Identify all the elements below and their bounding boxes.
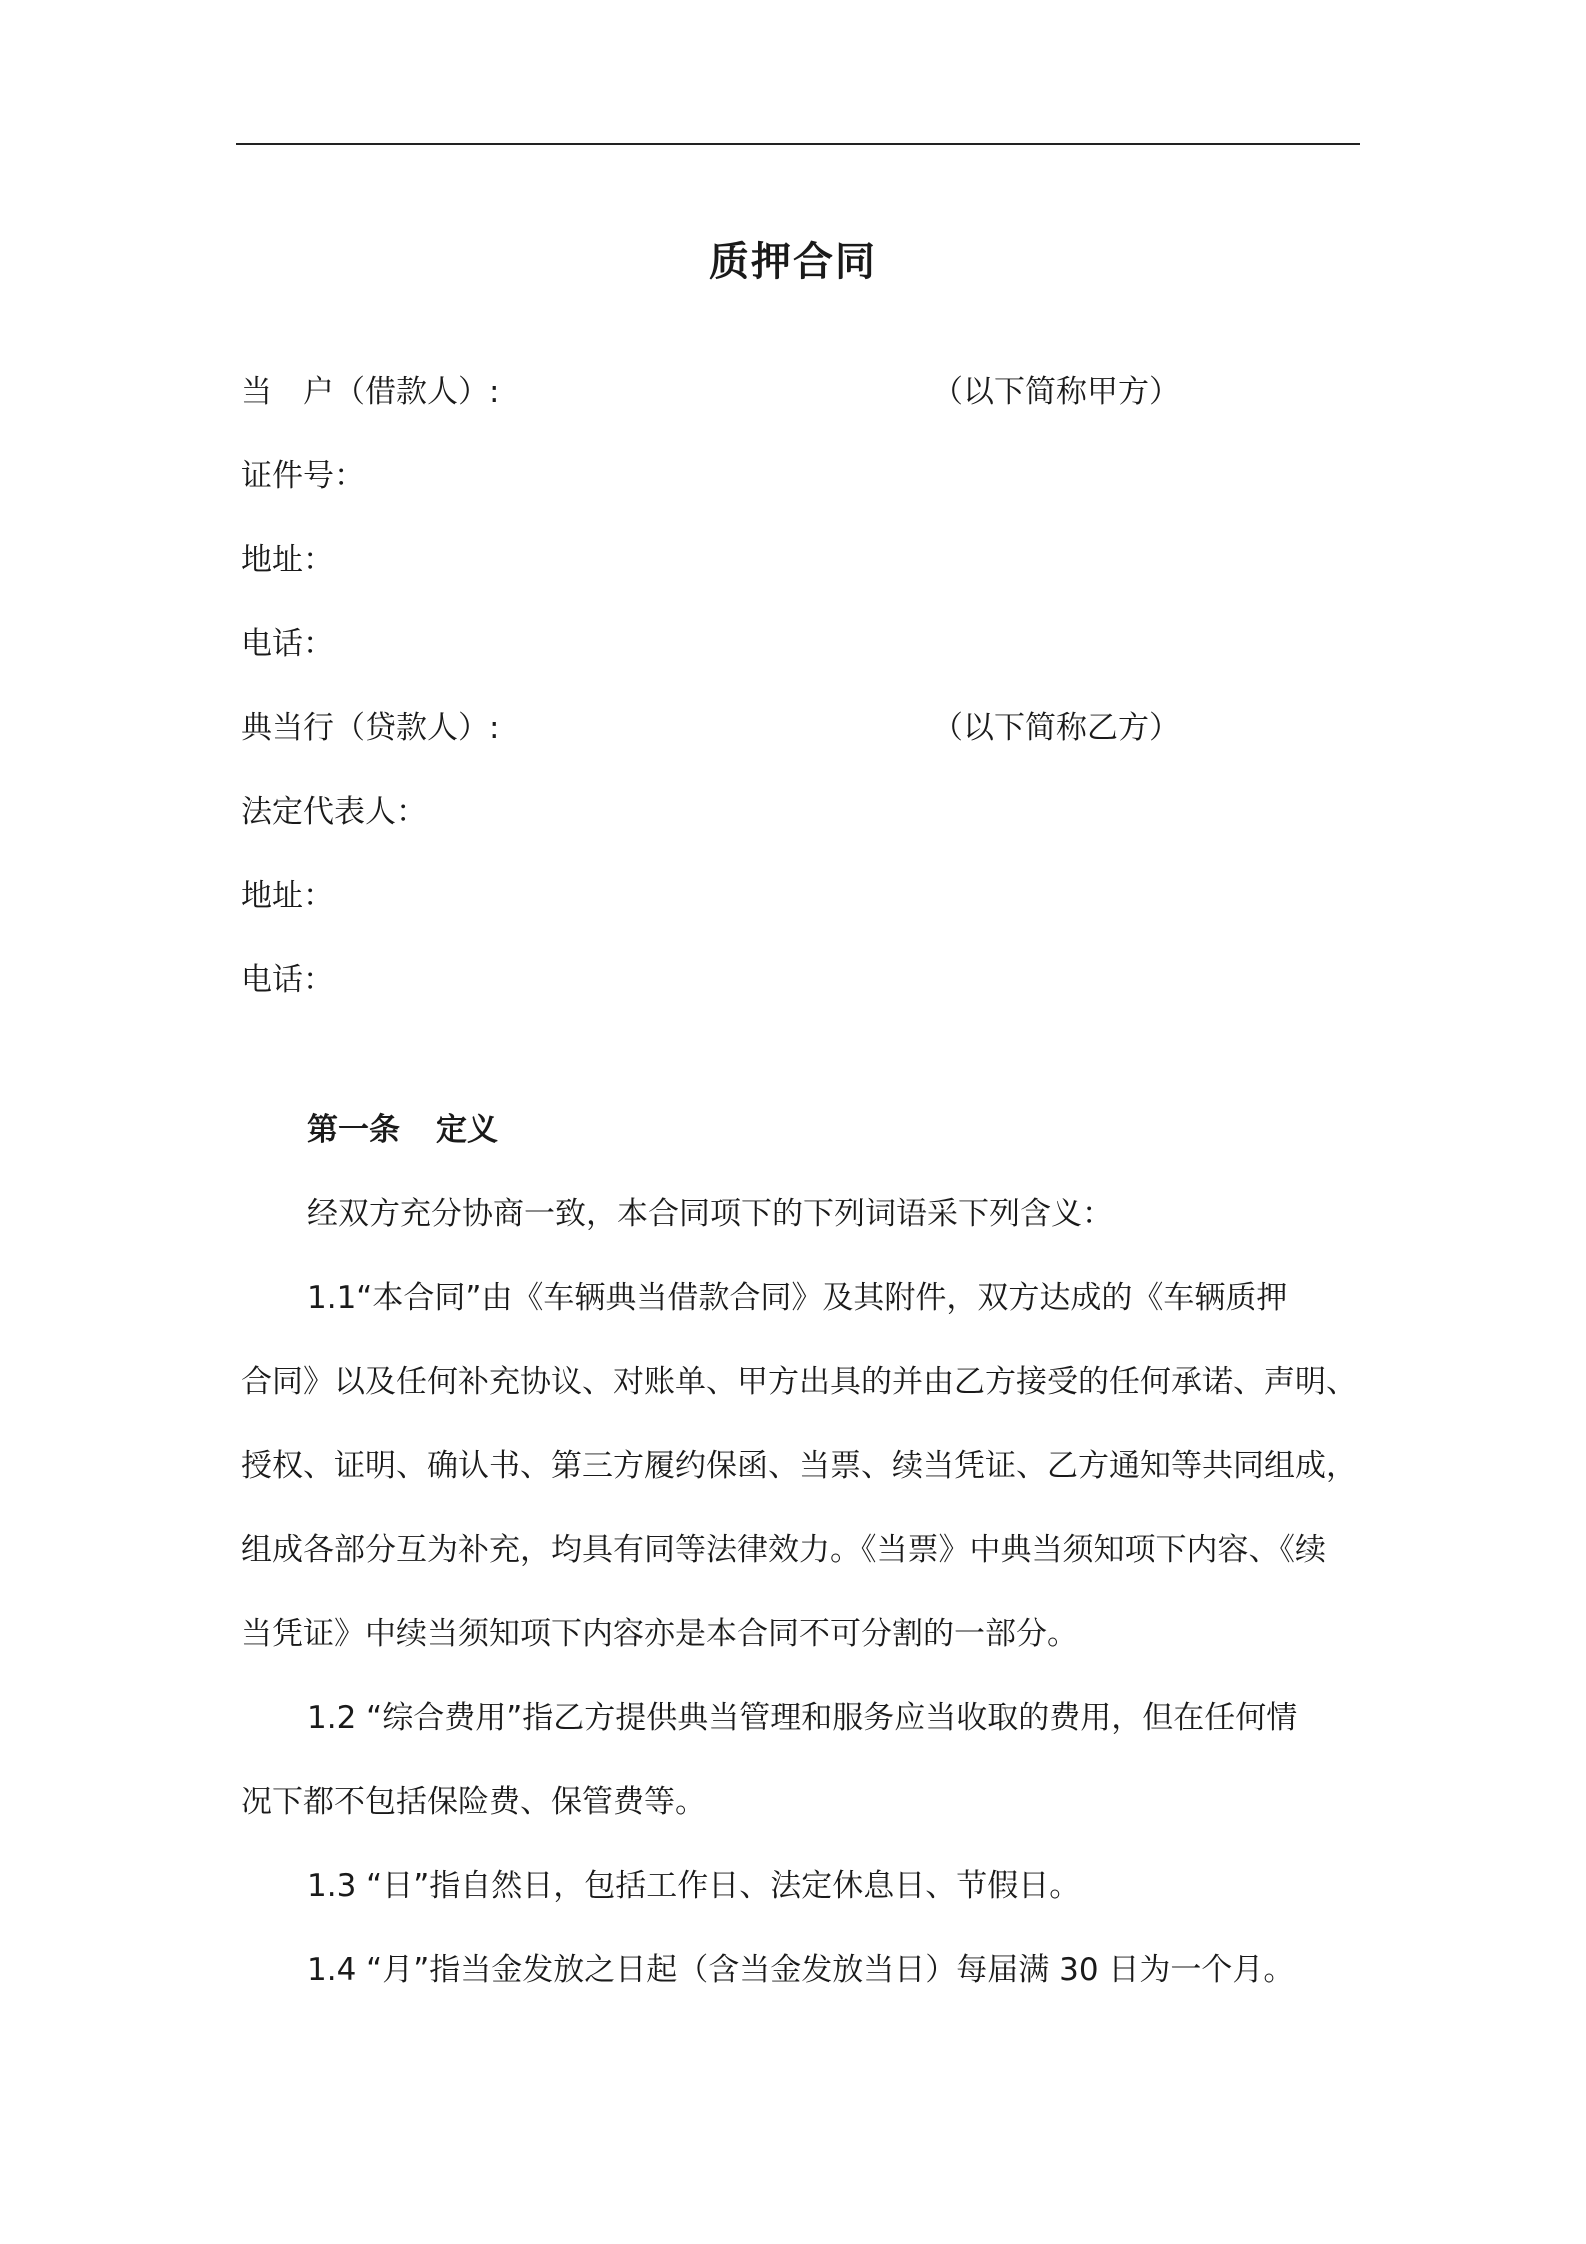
document-title: 质押合同: [709, 239, 877, 285]
pawnshop-address-label: 地址：: [241, 878, 334, 914]
legal-representative-label: 法定代表人：: [241, 794, 427, 830]
pawner-alias: （以下简称甲方）: [932, 374, 1180, 410]
header-rule: [236, 143, 1360, 145]
pawner-label: 当 户（借款人）:: [241, 374, 500, 410]
clause-1-1-line-5: 当凭证》中续当须知项下内容亦是本合同不可分割的一部分。: [241, 1616, 1078, 1652]
pawner-address-label: 地址：: [241, 542, 334, 578]
clause-1-1-line-3: 授权、证明、确认书、第三方履约保函、当票、续当凭证、乙方通知等共同组成，: [241, 1448, 1357, 1484]
clause-1-1-line-2: 合同》以及任何补充协议、对账单、甲方出具的并由乙方接受的任何承诺、声明、: [241, 1364, 1357, 1400]
article-1-intro: 经双方充分协商一致，本合同项下的下列词语采下列含义：: [307, 1196, 1113, 1232]
article-number: 第一条: [307, 1112, 400, 1148]
clause-1-2-line-2: 况下都不包括保险费、保管费等。: [241, 1784, 706, 1820]
id-number-label: 证件号：: [241, 458, 365, 494]
pawnshop-alias: （以下简称乙方）: [932, 710, 1180, 746]
pawner-phone-label: 电话：: [241, 626, 334, 662]
clause-1-2-line-1: 1.2 “综合费用”指乙方提供典当管理和服务应当收取的费用，但在任何情: [307, 1700, 1298, 1736]
pawnshop-label: 典当行（贷款人）:: [241, 710, 500, 746]
clause-1-4: 1.4 “月”指当金发放之日起（含当金发放当日）每届满 30 日为一个月。: [307, 1952, 1295, 1988]
article-title: 定义: [436, 1112, 498, 1148]
clause-1-3: 1.3 “日”指自然日，包括工作日、法定休息日、节假日。: [307, 1868, 1081, 1904]
clause-1-1-line-1: 1.1“本合同”由《车辆典当借款合同》及其附件，双方达成的《车辆质押: [307, 1280, 1288, 1316]
pawnshop-phone-label: 电话：: [241, 962, 334, 998]
article-1-heading: [307, 1110, 498, 1150]
clause-1-1-line-4: 组成各部分互为补充，均具有同等法律效力。《当票》中典当须知项下内容、《续: [241, 1532, 1326, 1568]
